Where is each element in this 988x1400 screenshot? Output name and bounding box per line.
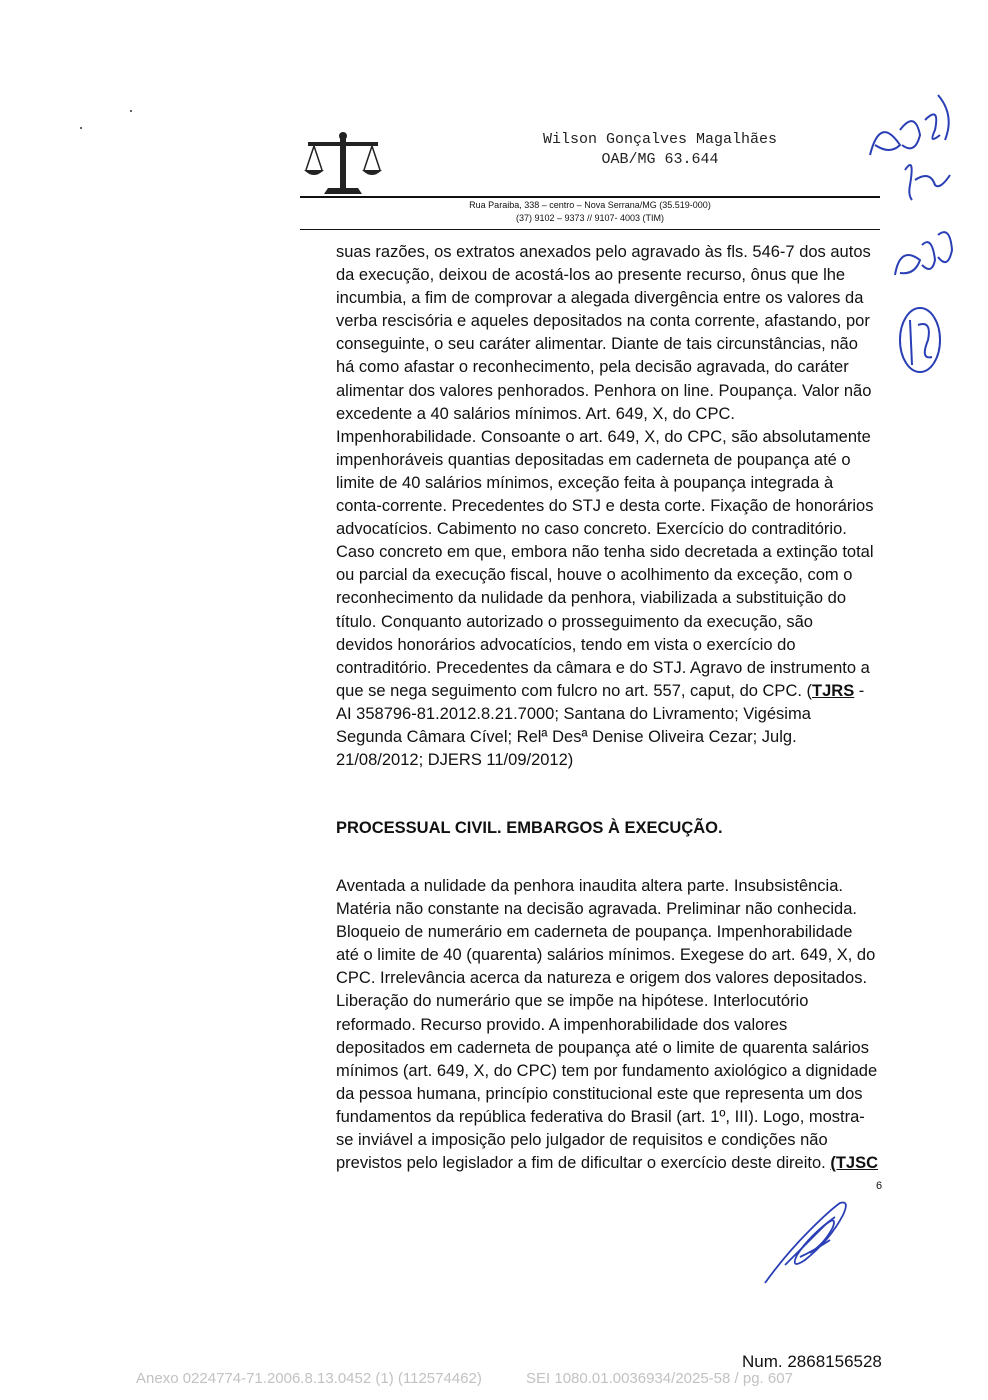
text-fragment: previstos pelo legislador a fim de dificultar o exercício deste direito. [336, 1154, 831, 1173]
scan-speck [80, 127, 82, 129]
text-line: alimentar dos valores penhorados. Penhora on line. Poupança. Valor não [336, 381, 872, 400]
text-line: mínimos (art. 649, X, do CPC) tem por fundamento axiológico a dignidade [336, 1061, 878, 1080]
text-line: da pessoa humana, princípio constitucional este que representa um dos [336, 1084, 863, 1103]
text-line: Impenhorabilidade. Consoante o art. 649, X, do CPC, são absolutamente [336, 427, 871, 446]
header-divider-top [300, 196, 880, 198]
text-line: CPC. Irrelevância acerca da natureza e origem dos valores depositados. [336, 969, 868, 988]
phone-line: (37) 9102 – 9373 // 9107- 4003 (TIM) [515, 213, 665, 223]
text-line: advocatícios. Cabimento no caso concreto. Exercício do contraditório. [336, 520, 847, 539]
page-number: 6 [876, 1180, 883, 1192]
text-line-with-citation [336, 680, 886, 703]
text-fragment: - [854, 681, 865, 700]
text-line: há como afastar o reconhecimento, pela decisão agravada, do caráter [336, 358, 849, 377]
text-line: Liberação do numerário que se impõe na hipótese. Interlocutório [336, 992, 809, 1011]
text-line: reconhecimento da nulidade da penhora, viabilizada a substituição do [336, 589, 847, 608]
text-line: excedente a 40 salários mínimos. Art. 649, X, do CPC. [336, 404, 735, 423]
text-line: ou parcial da execução fiscal, houve o acolhimento da exceção, com o [336, 566, 853, 585]
address-line: Rua Paraiba, 338 – centro – Nova Serrana/MG (35.519-000) [469, 200, 711, 210]
text-line: contraditório. Precedentes da câmara e do STJ. Agravo de instrumento a [336, 658, 870, 677]
page-footer [136, 1370, 833, 1387]
sei-reference: SEI 1080.01.0036934/2025-58 / pg. 607 [526, 1370, 793, 1387]
scales-of-justice-logo [302, 130, 384, 199]
citation-tjrs: TJRS [812, 681, 855, 700]
text-line: se inviável a imposição pelo julgador de requisitos e condições não [336, 1131, 828, 1150]
text-line: da execução, deixou de acostá-los ao presente recurso, ônus que lhe [336, 266, 846, 285]
letterhead-title [520, 130, 800, 170]
scan-speck [130, 110, 132, 112]
body-paragraph-2 [336, 875, 886, 1175]
text-line: Segunda Câmara Cível; Relª Desª Denise Oliveira Cezar; Julg. [336, 727, 797, 746]
text-line: suas razões, os extratos anexados pelo agravado às fls. 546-7 dos autos [336, 243, 871, 261]
letterhead-address [300, 199, 880, 225]
text-line: devidos honorários advocatícios, tendo em vista o exercício do [336, 635, 796, 654]
handwritten-signature [755, 1195, 865, 1295]
text-line: conta-corrente. Precedentes do STJ e desta corte. Fixação de honorários [336, 497, 874, 516]
header-divider-bottom [300, 229, 880, 230]
text-line: verba rescisória e aqueles depositados na conta corrente, afastando, por [336, 312, 870, 331]
text-line: fundamentos da república federativa do Brasil (art. 1º, III). Logo, mostra- [336, 1107, 865, 1126]
text-line: Caso concreto em que, embora não tenha sido decretada a extinção total [336, 543, 874, 562]
text-line: conseguinte, o seu caráter alimentar. Diante de tais circunstâncias, não [336, 335, 858, 354]
text-fragment: que se nega seguimento com fulcro no art. 557, caput, do CPC. ( [336, 681, 813, 700]
text-line-with-citation [336, 1152, 886, 1175]
oab-number: OAB/MG 63.644 [601, 151, 719, 168]
citation-tjsc: (TJSC [830, 1154, 878, 1173]
text-line: 21/08/2012; DJERS 11/09/2012) [336, 751, 574, 770]
text-line: Matéria não constante na decisão agravada. Preliminar não conhecida. [336, 900, 857, 919]
text-line: título. Conquanto autorizado o prosseguimento da execução, são [336, 612, 813, 631]
text-line: limite de 40 salários mínimos, exceção feita à poupança integrada à [336, 473, 834, 492]
text-line: reformado. Recurso provido. A impenhorabilidade dos valores [336, 1015, 788, 1034]
text-line: Aventada a nulidade da penhora inaudita altera parte. Insubsistência. [336, 877, 843, 895]
text-line: depositados em caderneta de poupança até o limite de quarenta salários [336, 1038, 869, 1057]
annex-reference: Anexo 0224774-71.2006.8.13.0452 (1) (112574462) [136, 1370, 482, 1387]
text-line: AI 358796-81.2012.8.21.7000; Santana do Livramento; Vigésima [336, 704, 811, 723]
lawyer-name: Wilson Gonçalves Magalhães [542, 131, 778, 148]
text-line: incumbia, a fim de comprovar a alegada divergência entre os valores da [336, 289, 864, 308]
section-heading: PROCESSUAL CIVIL. EMBARGOS À EXECUÇÃO. [336, 819, 723, 837]
body-paragraph-1 [336, 241, 886, 772]
text-line: Bloqueio de numerário em caderneta de poupança. Impenhorabilidade [336, 923, 853, 942]
document-number: Num. 2868156528 [742, 1352, 882, 1371]
text-line: até o limite de 40 (quarenta) salários mínimos. Exegese do art. 649, X, do [336, 946, 876, 965]
text-line: impenhoráveis quantias depositadas em caderneta de poupança até o [336, 450, 851, 469]
